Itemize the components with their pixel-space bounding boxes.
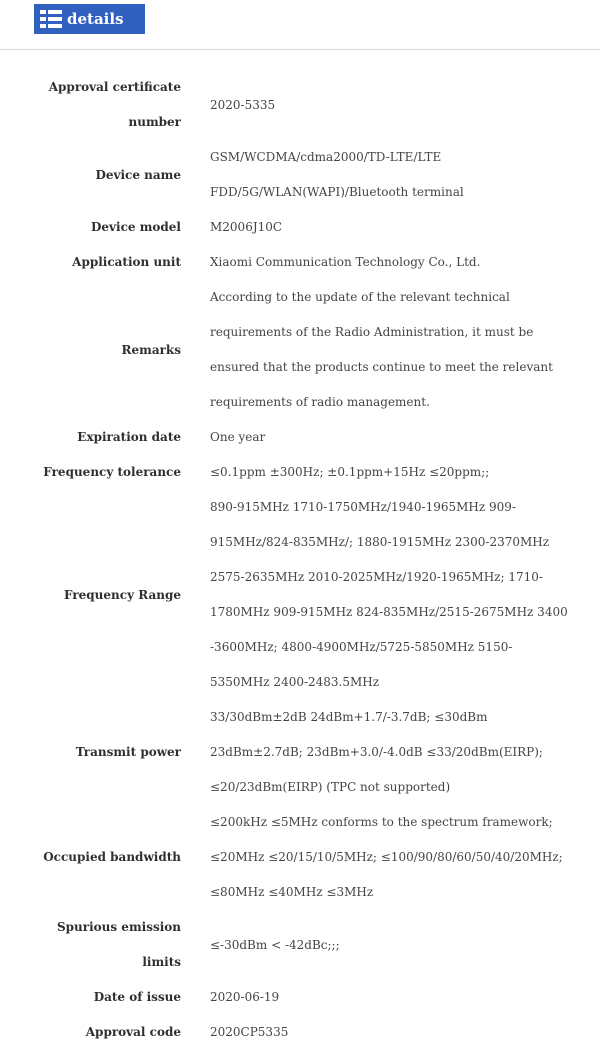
field-value-line: ≤80MHz ≤40MHz ≤3MHz	[210, 885, 374, 899]
detail-row	[0, 420, 600, 455]
field-value	[210, 980, 600, 1015]
field-value	[210, 70, 600, 140]
field-value	[210, 700, 600, 805]
field-value	[210, 245, 600, 280]
field-value-line: One year	[210, 430, 266, 444]
details-tab-label: details	[67, 10, 124, 28]
field-value-line: 2020CP5335	[210, 1025, 289, 1039]
detail-row	[0, 700, 600, 805]
field-value-line: ≤0.1ppm ±300Hz; ±0.1ppm+15Hz ≤20ppm;;	[210, 465, 490, 479]
field-label: Spurious emission limits	[56, 920, 181, 969]
field-label: Expiration date	[77, 430, 181, 444]
field-value-line: ≤20/23dBm(EIRP) (TPC not supported)	[210, 780, 451, 794]
field-value	[210, 1015, 600, 1050]
field-value-line: 915MHz/824-835MHz/; 1880-1915MHz 2300-2370MHz	[210, 535, 550, 549]
field-label: Frequency tolerance	[43, 465, 181, 479]
field-label: Application unit	[72, 255, 181, 269]
field-value-line: According to the update of the relevant technical	[210, 290, 510, 304]
field-value-line: M2006J10C	[210, 220, 283, 234]
field-label: Frequency Range	[64, 587, 181, 602]
detail-row	[0, 910, 600, 980]
detail-row	[0, 70, 600, 140]
field-value	[210, 490, 600, 700]
field-label: Occupied bandwidth	[43, 850, 181, 864]
field-value	[210, 420, 600, 455]
details-table	[0, 70, 600, 1050]
field-label: Approval certificate number	[48, 80, 181, 129]
field-value-line: 2575-2635MHz 2010-2025MHz/1920-1965MHz; 1710-	[210, 570, 543, 584]
detail-row	[0, 280, 600, 420]
list-icon	[40, 9, 62, 29]
field-value-line: requirements of the Radio Administration, it must be	[210, 325, 534, 339]
detail-row	[0, 455, 600, 490]
field-value	[210, 455, 600, 490]
field-label: Remarks	[121, 342, 181, 357]
field-value-line: 2020-5335	[210, 97, 276, 112]
field-value-line: 2020-06-19	[210, 990, 280, 1004]
field-value-line: Xiaomi Communication Technology Co., Ltd.	[210, 255, 481, 269]
detail-row	[0, 980, 600, 1015]
detail-row	[0, 210, 600, 245]
field-value-line: FDD/5G/WLAN(WAPI)/Bluetooth terminal	[210, 185, 464, 199]
field-value-line: GSM/WCDMA/cdma2000/TD-LTE/LTE	[210, 150, 442, 164]
field-value-line: 5350MHz 2400-2483.5MHz	[210, 675, 380, 689]
detail-row	[0, 490, 600, 700]
field-value-line: requirements of radio management.	[210, 395, 430, 409]
field-label: Device model	[91, 220, 181, 234]
field-value-line: ≤-30dBm < -42dBc;;;	[210, 937, 340, 952]
detail-row	[0, 1015, 600, 1050]
header-bar	[0, 0, 600, 50]
field-value-line: 23dBm±2.7dB; 23dBm+3.0/-4.0dB ≤33/20dBm(EIRP);	[210, 745, 543, 759]
field-value-line: ensured that the products continue to meet the relevant	[210, 360, 553, 374]
field-value-line: -3600MHz; 4800-4900MHz/5725-5850MHz 5150-	[210, 640, 513, 654]
field-label: Transmit power	[75, 745, 181, 759]
detail-row	[0, 245, 600, 280]
field-value	[210, 140, 600, 210]
detail-row	[0, 805, 600, 910]
details-tab[interactable]	[34, 4, 145, 34]
field-value	[210, 210, 600, 245]
field-value-line: 33/30dBm±2dB 24dBm+1.7/-3.7dB; ≤30dBm	[210, 710, 488, 724]
detail-row	[0, 140, 600, 210]
field-value-line: ≤200kHz ≤5MHz conforms to the spectrum framework;	[210, 815, 553, 829]
field-value	[210, 280, 600, 420]
field-label: Date of issue	[93, 990, 181, 1004]
field-label: Approval code	[85, 1025, 181, 1039]
field-value-line: ≤20MHz ≤20/15/10/5MHz; ≤100/90/80/60/50/40/20MHz;	[210, 850, 563, 864]
field-value	[210, 910, 600, 980]
field-label: Device name	[95, 167, 181, 182]
details-rows	[0, 70, 600, 1050]
field-value-line: 890-915MHz 1710-1750MHz/1940-1965MHz 909-	[210, 500, 516, 514]
field-value-line: 1780MHz 909-915MHz 824-835MHz/2515-2675MHz 3400	[210, 605, 568, 619]
field-value	[210, 805, 600, 910]
